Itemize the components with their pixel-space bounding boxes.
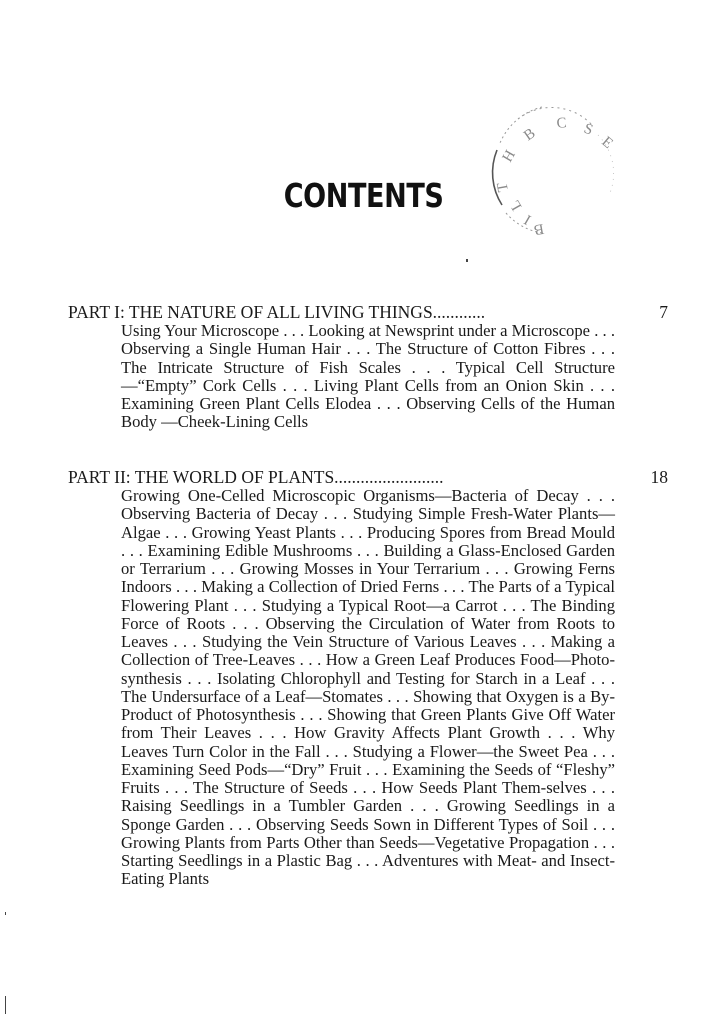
part-title: PART I: THE NATURE OF ALL LIVING THINGS............	[68, 302, 486, 322]
contents-entry-part-2	[68, 467, 668, 889]
page-title: CONTENTS	[283, 176, 444, 215]
stamp-letter: I	[521, 211, 534, 228]
print-speck	[5, 912, 6, 915]
page-number: 7	[659, 302, 668, 322]
stamp-letter: C	[555, 115, 568, 132]
part-heading-line	[68, 467, 668, 487]
stamp-letter: L	[507, 197, 526, 213]
stamp-letter: E	[598, 133, 616, 152]
part-heading-line	[68, 302, 668, 322]
stamp-letter: H	[499, 147, 519, 165]
stamp-letter: S	[581, 120, 595, 139]
part-description: Using Your Microscope . . . Looking at Newsprint under a Microscope . . . Observing a Single Human Hair . . . The Structure of Cotton Fibres . . . The Intricate Structure of Fish Scales . . . Typical Cell Structure—“Empty” Cork Cells . . . Living Plant Cells from an Onion Skin . . . Examining Green Plant Cells Elodea . . . Observing Cells of the Human Body —Cheek-Lining Cells	[121, 321, 615, 432]
page-number: 18	[650, 467, 668, 487]
print-speck	[466, 259, 468, 262]
stamp-letter: B	[532, 220, 546, 238]
print-speck	[5, 996, 6, 1014]
stamp-letter: T	[494, 181, 512, 194]
library-stamp-graphic	[480, 95, 640, 255]
library-stamp	[480, 95, 640, 255]
contents-entry-part-1	[68, 302, 668, 432]
part-title: PART II: THE WORLD OF PLANTS.........................	[68, 467, 444, 487]
part-description: Growing One-Celled Microscopic Organisms—Bacteria of Decay . . . Observing Bacteria of Decay . . . Studying Simple Fresh-Water Plants—Algae . . . Growing Yeast Plants . . . Producing Spores from Bread Mould . . . Examining Edible Mushrooms . . . Building a Glass-Enclosed Garden or Terrarium . . . Growing Mosses in Your Terrarium . . . Growing Ferns Indoors . . . Making a Collection of Dried Ferns . . . The Parts of a Typical Flowering Plant . . . Studying a Typical Root—a Carrot . . . The Binding Force of Roots . . . Observing the Circulation of Water from Roots to Leaves . . . Studying the Vein Structure of Various Leaves . . . Making a Collection of Tree-Leaves . . . How a Green Leaf Produces Food—Photo-synthesis . . . Isolating Chlorophyll and Testing for Starch in a Leaf . . . The Undersurface of a Leaf—Stomates . . . Showing that Oxygen is a By-Product of Photosynthesis . . . Showing that Green Plants Give Off Water from Their Leaves . . . How Gravity Affects Plant Growth . . . Why Leaves Turn Color in the Fall . . . Studying a Flower—the Sweet Pea . . . Examining Seed Pods—“Dry” Fruit . . . Examining the Seeds of “Fleshy” Fruits . . . The Structure of Seeds . . . How Seeds Plant Them-selves . . . Raising Seedlings in a Tumbler Garden . . . Growing Seedlings in a Sponge Garden . . . Observing Seeds Sown in Different Types of Soil . . . Growing Plants from Parts Other than Seeds—Vegetative Propagation . . . Starting Seedlings in a Plastic Bag . . . Adventures with Meat- and Insect-Eating Plants	[121, 486, 615, 889]
stamp-letter: B	[521, 125, 539, 145]
